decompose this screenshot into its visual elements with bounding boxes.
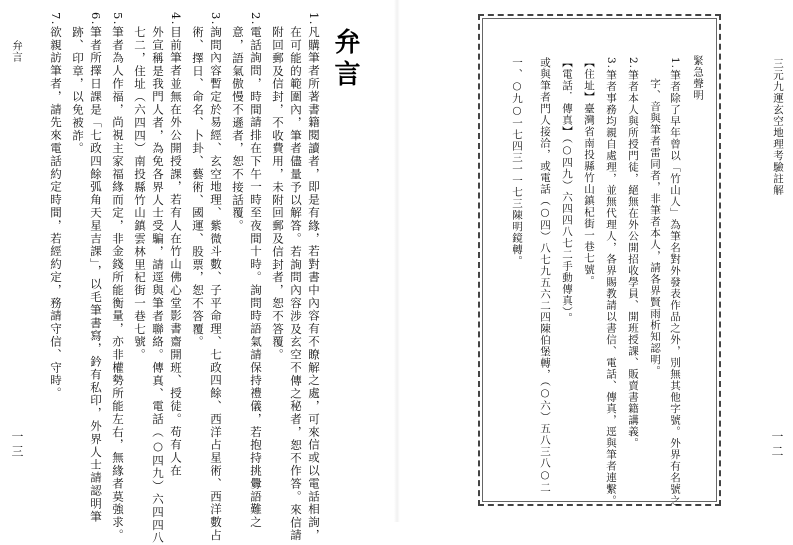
notice-line: 字、音與筆者雷同者，非筆者本人，請各界賢雨析知認明。 — [649, 78, 661, 377]
list-item: 跡、印章，以免被詐。 — [71, 26, 85, 155]
page-number-right: 一二 — [770, 430, 784, 460]
list-item: 7.欲親訪筆者，請先來電話約定時間，若經約定，務請守信、守時。 — [49, 12, 63, 400]
book-gutter — [394, 0, 400, 522]
list-item: 4.目前筆者並無在外公開授課，若有人在竹山佛心堂影書齋開班、授徒。苟有人在 — [169, 12, 183, 478]
list-item: 5.筆者為人作福，尚視主家福緣而定，非金錢所能衡量，亦非權勢所能左右，無緣者莫強求。 — [111, 12, 125, 542]
list-item: 七二，住址（六四四）南投縣竹山鎮雲林里杞街一巷七號。 — [133, 26, 147, 362]
list-item: 術、擇日、命名、卜卦、藝術、國運、股票，恕不答覆。 — [191, 26, 205, 349]
page-title: 弁言 — [330, 28, 360, 92]
running-header: 三元九運玄空地理考驗註解 — [772, 58, 784, 196]
list-item: 附回郵及信封，不收費用，未附回郵及信封者，恕不答覆。 — [271, 26, 285, 362]
list-item: 1.凡購筆者所著書籍閱讀者，即是有緣，若對書中內容有不瞭解之處，可來信或以電話相詢， — [307, 12, 321, 542]
notice-line: 【電話．傳真】（○四九）六四四八七二手動傳真）。 — [561, 57, 573, 324]
list-item: 意，語氣傲慢不遜者，恕不接話覆。 — [231, 26, 245, 233]
notice-line: 一、○九○一七四三一一七三陳明鏡轉。 — [511, 57, 523, 267]
page-number-left: 一三 — [10, 430, 24, 460]
list-item: 6.筆者所擇日課是「七政四餘弧角天星吉課」，以毛筆書寫，鈐有私印，外界人士請認明筆 — [89, 12, 103, 524]
list-item: 2.電話詢問，時間請排在下午一時至夜間十時。詢問時語氣請保持禮儀，若抱持挑釁語難之 — [249, 12, 263, 529]
notice-line: 2.筆者本人與所授門徒，絕無在外公開招收學員、開班授課、販賣書籍講義。 — [627, 57, 639, 449]
list-item: 外宣稱是我門人者，為免各界人士受騙，請逕與筆者聯絡。傳真、電話（○四九）六四四八 — [151, 26, 165, 545]
list-item: 在可能的範圍內，筆者儘量予以解答。若詢問內容涉及玄空不傳之秘者，恕不作答。來信請 — [289, 26, 303, 542]
notice-line: 【住址】臺灣省南投縣竹山鎮杞街一巷七號。 — [583, 57, 595, 287]
notice-line: 或與筆者門人接洽，或電話（○四）八七九五六二四陳伯堡轉，（○六）五八三八○二 — [539, 57, 551, 494]
notice-line: 1.筆者除了早年曾以「竹山人」為筆名對外發表作品之外，別無其他字號。外界有名號之 — [669, 57, 681, 507]
notice-title: 緊急聲明 — [692, 55, 704, 101]
notice-line: 3.筆者事務均親自處理，並無代理人，各界賜教請以書信、電話、傳真，逕與筆者連繫。 — [605, 57, 617, 507]
list-item: 3.詢問內容暫定於易經、玄空地理、紫微斗數、子平命理、七政四餘、西洋占星術、西洋數占 — [209, 12, 223, 542]
footer-label: 弁言 — [11, 40, 23, 63]
